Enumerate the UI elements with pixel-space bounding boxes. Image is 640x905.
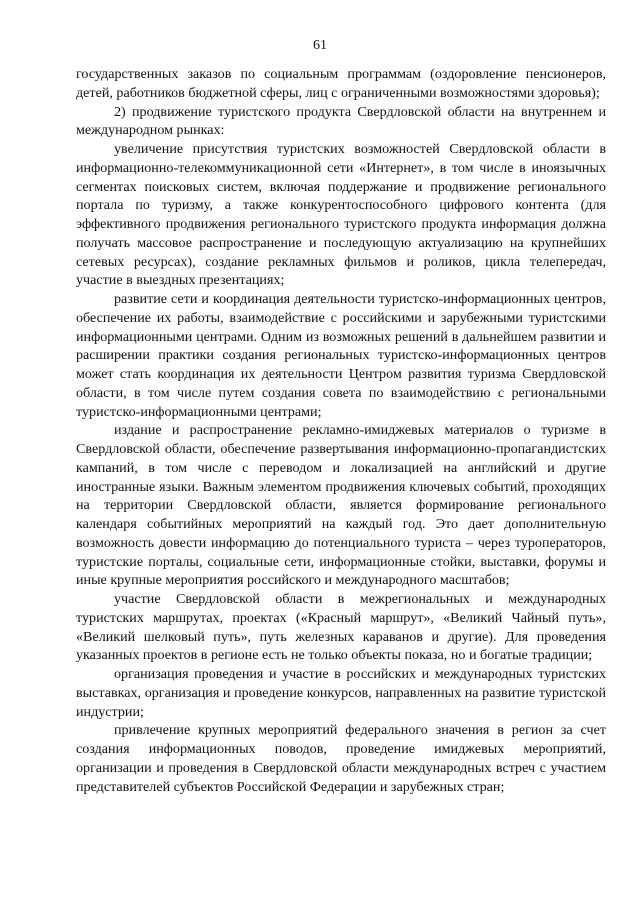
paragraph-tourist-routes: участие Свердловской области в межрегиональных и международных туристских маршрутах, проектах («Красный маршрут», «Великий Чайный путь», «Великий шелковый путь», путь железных караванов и другие). Для проведения указанных проектов в регионе есть не только объекты показа, но и богатые традиции;: [76, 591, 606, 664]
paragraph-continuation: государственных заказов по социальным программам (оздоровление пенсионеров, детей, работников бюджетной сферы, лиц с ограниченными возможностями здоровья);: [76, 66, 606, 101]
paragraph-federal-events: привлечение крупных мероприятий федерального значения в регион за счет создания информационных поводов, проведение имиджевых мероприятий, организации и проведения в Свердловской области международных встреч с участием представителей субъектов Российской Федерации и зарубежных стран;: [76, 722, 606, 795]
paragraph-section-2-heading: 2) продвижение туристского продукта Свердловской области на внутреннем и международном рынках:: [76, 103, 606, 139]
paragraph-exhibitions: организация проведения и участие в российских и международных туристских выставках, организация и проведение конкурсов, направленных на развитие туристской индустрии;: [76, 666, 606, 720]
paragraph-info-centers: развитие сети и координация деятельности туристско-информационных центров, обеспечение их работы, взаимодействие с российскими и зарубежными туристскими информационными центрами. Одним из возможных решений в дальнейшем развитии и расширении практики создания региональных туристско-информационных центров может стать координация их деятельности Центром развития туризма Свердловской области, в том числе путем создания совета по взаимодействию с региональными туристско-информационными центрами;: [76, 291, 606, 420]
page-number: 61: [313, 38, 327, 53]
paragraph-advertising-materials: издание и распространение рекламно-имиджевых материалов о туризме в Свердловской области, обеспечение развертывания информационно-пропагандистских кампаний, в том числе с переводом и локализацией на английский и другие иностранные языки. Важным элементом продвижения ключевых событий, проходящих на территории Свердловской области, является формирование регионального календаря событийных мероприятий на каждый год. Это дает дополнительную возможность довести информацию до потенциального туриста – через туроператоров, туристские порталы, социальные сети, информационные стойки, выставки, форумы и иные крупные мероприятия российского и международного масштабов;: [76, 422, 606, 589]
document-body: [76, 65, 606, 796]
paragraph-internet-presence: увеличение присутствия туристских возможностей Свердловской области в информационно-телекоммуникационной сети «Интернет», в том числе в иноязычных сегментах поисковых систем, включая поддержание и продвижение регионального портала по туризму, а также конкурентоспособного цифрового контента (для эффективного продвижения регионального туристского продукта информация должна получать массовое распространение и последующую актуализацию на крупнейших сетевых ресурсах), создание рекламных фильмов и роликов, цикла телепередач, участие в выездных презентациях;: [76, 141, 606, 289]
